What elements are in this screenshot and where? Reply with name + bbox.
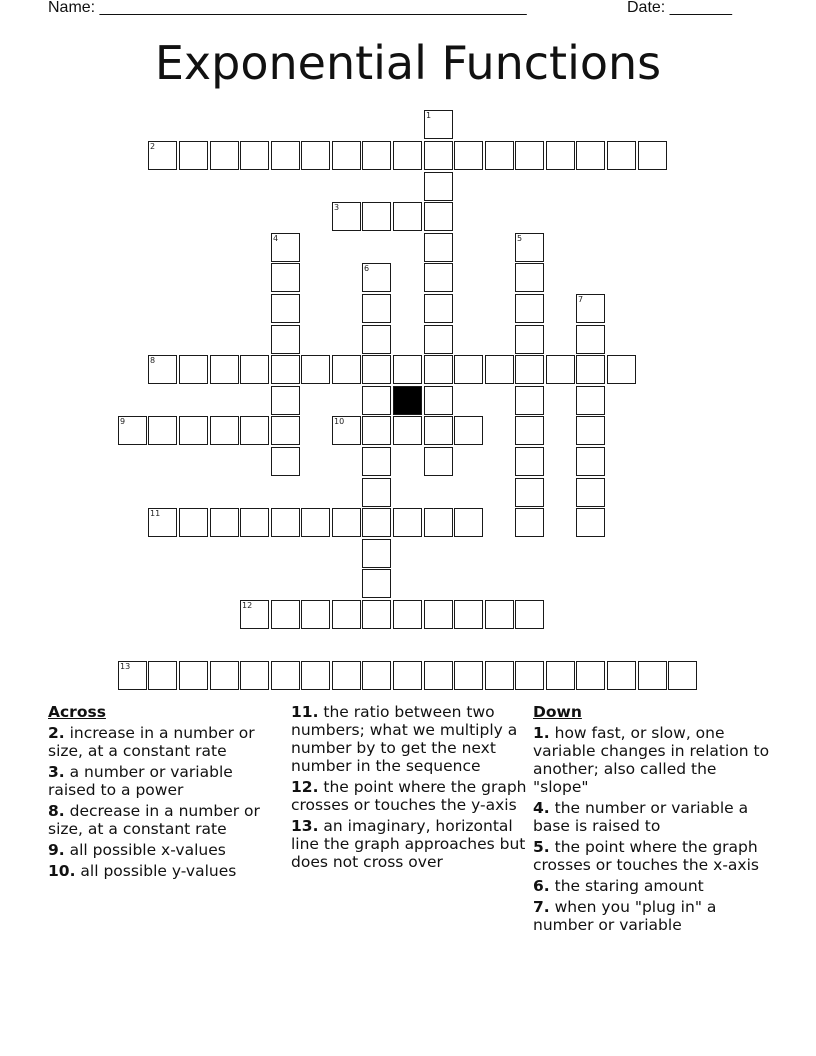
clue-number: 6.	[533, 877, 550, 895]
grid-cell[interactable]	[271, 141, 300, 170]
cell-number: 1	[426, 111, 432, 120]
cell-number: 2	[150, 142, 156, 151]
grid-cell[interactable]	[424, 172, 453, 201]
grid-cell[interactable]	[485, 141, 514, 170]
grid-cell[interactable]	[454, 416, 483, 445]
grid-cell[interactable]	[393, 416, 422, 445]
clue-across-13	[291, 817, 527, 871]
cell-number: 3	[334, 203, 340, 212]
grid-cell[interactable]	[362, 202, 391, 231]
grid-cell[interactable]	[362, 294, 391, 323]
grid-cell[interactable]	[362, 355, 391, 384]
grid-cell[interactable]	[332, 508, 361, 537]
clue-down-7	[533, 898, 773, 934]
grid-cell[interactable]	[424, 233, 453, 262]
grid-cell[interactable]	[362, 141, 391, 170]
down-heading: Down	[533, 703, 582, 721]
grid-cell-12[interactable]	[240, 600, 269, 629]
grid-cell[interactable]	[576, 478, 605, 507]
grid-cell[interactable]	[424, 386, 453, 415]
grid-cell[interactable]	[271, 386, 300, 415]
grid-cell[interactable]	[424, 263, 453, 292]
grid-cell[interactable]	[454, 141, 483, 170]
grid-cell[interactable]	[515, 294, 544, 323]
grid-cell[interactable]	[515, 600, 544, 629]
grid-cell-10[interactable]	[332, 416, 361, 445]
grid-cell-4[interactable]	[271, 233, 300, 262]
clue-number: 1.	[533, 724, 550, 742]
grid-cell[interactable]	[210, 661, 239, 690]
clue-text: a number or variable raised to a power	[48, 763, 233, 799]
clue-number: 2.	[48, 724, 65, 742]
grid-cell[interactable]	[301, 600, 330, 629]
clue-number: 12.	[291, 778, 319, 796]
grid-cell[interactable]	[668, 661, 697, 690]
grid-cell[interactable]	[607, 355, 636, 384]
name-line: Name: ________________________________________________	[48, 0, 527, 16]
grid-cell[interactable]	[271, 661, 300, 690]
cell-number: 13	[120, 662, 131, 671]
cell-number: 7	[578, 295, 584, 304]
grid-cell[interactable]	[638, 141, 667, 170]
grid-cell-3[interactable]	[332, 202, 361, 231]
grid-cell[interactable]	[332, 355, 361, 384]
grid-cell[interactable]	[515, 386, 544, 415]
grid-cell[interactable]	[638, 661, 667, 690]
grid-cell-11[interactable]	[148, 508, 177, 537]
clue-across-11	[291, 703, 527, 775]
grid-cell[interactable]	[424, 202, 453, 231]
grid-cell[interactable]	[424, 141, 453, 170]
grid-cell[interactable]	[210, 355, 239, 384]
clue-number: 3.	[48, 763, 65, 781]
grid-cell[interactable]	[271, 294, 300, 323]
grid-cell[interactable]	[240, 141, 269, 170]
clue-text: the point where the graph crosses or touches the x-axis	[533, 838, 759, 874]
cell-number: 6	[364, 264, 370, 273]
grid-cell[interactable]	[332, 600, 361, 629]
grid-cell[interactable]	[332, 141, 361, 170]
grid-cell[interactable]	[271, 416, 300, 445]
grid-cell[interactable]	[362, 600, 391, 629]
grid-cell[interactable]	[362, 508, 391, 537]
grid-cell[interactable]	[179, 661, 208, 690]
grid-cell[interactable]	[240, 355, 269, 384]
grid-cell[interactable]	[607, 661, 636, 690]
grid-cell[interactable]	[576, 325, 605, 354]
clue-down-4	[533, 799, 773, 835]
clue-down-6	[533, 877, 773, 895]
grid-cell[interactable]	[576, 447, 605, 476]
cell-number: 12	[242, 601, 253, 610]
grid-cell[interactable]	[424, 416, 453, 445]
grid-cell-6[interactable]	[362, 263, 391, 292]
cell-number: 10	[334, 417, 345, 426]
grid-cell[interactable]	[515, 263, 544, 292]
grid-cell[interactable]	[271, 263, 300, 292]
clue-down-5	[533, 838, 773, 874]
clues-column-3	[533, 703, 773, 937]
grid-cell[interactable]	[301, 508, 330, 537]
grid-cell[interactable]	[546, 141, 575, 170]
grid-cell[interactable]	[271, 325, 300, 354]
clue-text: decrease in a number or size, at a constant rate	[48, 802, 260, 838]
clue-text: how fast, or slow, one variable changes in relation to another; also called the "slope"	[533, 724, 770, 796]
grid-cell[interactable]	[362, 539, 391, 568]
clue-text: an imaginary, horizontal line the graph approaches but does not cross over	[291, 817, 526, 871]
grid-cell[interactable]	[271, 600, 300, 629]
clue-number: 7.	[533, 898, 550, 916]
clue-number: 8.	[48, 802, 65, 820]
grid-cell[interactable]	[515, 141, 544, 170]
clue-text: the ratio between two numbers; what we multiply a number by to get the next number in the sequence	[291, 703, 518, 775]
page-title: Exponential Functions	[154, 36, 662, 90]
clue-number: 10.	[48, 862, 76, 880]
clue-text: the point where the graph crosses or touches the y-axis	[291, 778, 527, 814]
grid-cell[interactable]	[485, 600, 514, 629]
grid-cell[interactable]	[393, 600, 422, 629]
clue-text: the number or variable a base is raised to	[533, 799, 749, 835]
clues-column-1	[48, 703, 278, 883]
grid-cell[interactable]	[271, 447, 300, 476]
grid-cell-9[interactable]	[118, 416, 147, 445]
grid-cell-1[interactable]	[424, 110, 453, 139]
clue-text: all possible x-values	[69, 841, 226, 859]
worksheet-header	[48, 0, 748, 20]
clue-number: 4.	[533, 799, 550, 817]
grid-cell[interactable]	[393, 508, 422, 537]
clue-across-2	[48, 724, 278, 760]
cell-number: 9	[120, 417, 126, 426]
grid-cell[interactable]	[454, 600, 483, 629]
grid-cell[interactable]	[424, 355, 453, 384]
grid-cell[interactable]	[179, 508, 208, 537]
grid-cell[interactable]	[424, 294, 453, 323]
clue-text: increase in a number or size, at a constant rate	[48, 724, 255, 760]
across-heading: Across	[48, 703, 106, 721]
grid-cell[interactable]	[546, 355, 575, 384]
grid-cell[interactable]	[546, 661, 575, 690]
cell-number: 5	[517, 234, 523, 243]
grid-cell[interactable]	[148, 416, 177, 445]
grid-cell[interactable]	[424, 325, 453, 354]
grid-cell[interactable]	[576, 355, 605, 384]
grid-cell[interactable]	[454, 661, 483, 690]
grid-cell[interactable]	[515, 416, 544, 445]
grid-cell[interactable]	[362, 325, 391, 354]
cell-number: 11	[150, 509, 161, 518]
grid-cell[interactable]	[515, 355, 544, 384]
clue-number: 11.	[291, 703, 319, 721]
grid-cell[interactable]	[301, 141, 330, 170]
grid-cell[interactable]	[454, 355, 483, 384]
grid-cell[interactable]	[393, 202, 422, 231]
clue-across-9	[48, 841, 278, 859]
grid-cell[interactable]	[362, 569, 391, 598]
grid-cell[interactable]	[301, 355, 330, 384]
clues-column-2	[291, 703, 527, 874]
cell-number: 4	[273, 234, 279, 243]
grid-cell-7[interactable]	[576, 294, 605, 323]
grid-cell[interactable]	[515, 478, 544, 507]
grid-cell[interactable]	[485, 355, 514, 384]
grid-cell[interactable]	[454, 508, 483, 537]
grid-cell[interactable]	[362, 386, 391, 415]
grid-cell[interactable]	[393, 661, 422, 690]
grid-cell[interactable]	[332, 661, 361, 690]
grid-cell[interactable]	[210, 141, 239, 170]
clue-text: all possible y-values	[80, 862, 237, 880]
grid-cell-8[interactable]	[148, 355, 177, 384]
grid-cell[interactable]	[271, 355, 300, 384]
clue-number: 13.	[291, 817, 319, 835]
grid-cell[interactable]	[240, 661, 269, 690]
date-line: Date: _______	[627, 0, 732, 16]
grid-cell[interactable]	[576, 386, 605, 415]
clue-down-1	[533, 724, 773, 796]
grid-cell[interactable]	[576, 661, 605, 690]
grid-cell[interactable]	[271, 508, 300, 537]
grid-cell[interactable]	[576, 416, 605, 445]
grid-cell[interactable]	[240, 416, 269, 445]
grid-cell[interactable]	[148, 661, 177, 690]
grid-cell[interactable]	[179, 416, 208, 445]
grid-cell[interactable]	[362, 416, 391, 445]
grid-cell[interactable]	[301, 661, 330, 690]
clue-across-8	[48, 802, 278, 838]
grid-cell[interactable]	[393, 355, 422, 384]
grid-cell[interactable]	[393, 141, 422, 170]
grid-cell[interactable]	[240, 508, 269, 537]
clue-across-3	[48, 763, 278, 799]
clue-number: 5.	[533, 838, 550, 856]
grid-cell[interactable]	[362, 478, 391, 507]
grid-cell[interactable]	[515, 508, 544, 537]
grid-cell[interactable]	[424, 447, 453, 476]
grid-cell[interactable]	[424, 508, 453, 537]
grid-cell[interactable]	[515, 661, 544, 690]
grid-cell[interactable]	[362, 447, 391, 476]
grid-cell[interactable]	[210, 508, 239, 537]
clue-text: when you "plug in" a number or variable	[533, 898, 717, 934]
grid-cell[interactable]	[210, 416, 239, 445]
clue-text: the staring amount	[554, 877, 704, 895]
cell-number: 8	[150, 356, 156, 365]
grid-cell[interactable]	[576, 141, 605, 170]
grid-cell[interactable]	[485, 661, 514, 690]
grid-cell-5[interactable]	[515, 233, 544, 262]
grid-cell[interactable]	[515, 325, 544, 354]
grid-cell[interactable]	[607, 141, 636, 170]
grid-cell[interactable]	[179, 355, 208, 384]
grid-cell[interactable]	[424, 661, 453, 690]
grid-cell[interactable]	[362, 661, 391, 690]
clue-across-10	[48, 862, 278, 880]
grid-cell[interactable]	[576, 508, 605, 537]
grid-cell-2[interactable]	[148, 141, 177, 170]
black-cell	[393, 386, 422, 415]
grid-cell[interactable]	[424, 600, 453, 629]
clue-across-12	[291, 778, 527, 814]
grid-cell-13[interactable]	[118, 661, 147, 690]
clue-number: 9.	[48, 841, 65, 859]
grid-cell[interactable]	[179, 141, 208, 170]
grid-cell[interactable]	[515, 447, 544, 476]
